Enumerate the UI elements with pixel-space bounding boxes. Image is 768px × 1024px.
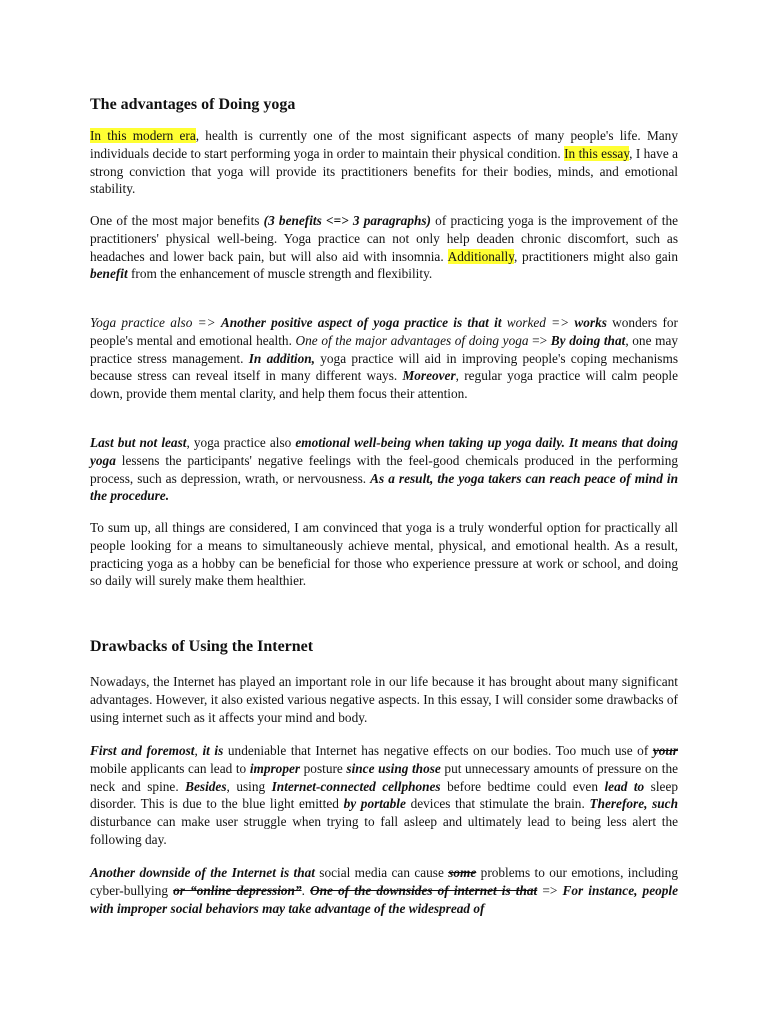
text-run: , regular yoga practice will calm people down, provide them mental clarity, and help them focus their attention. xyxy=(90,368,678,402)
text-run: , yoga practice also xyxy=(186,435,296,450)
struck-text: some xyxy=(448,865,477,880)
paragraph xyxy=(90,864,678,917)
paragraph xyxy=(90,434,678,505)
text-run: Another downside of the Internet is that xyxy=(90,865,315,880)
text-run: lead to xyxy=(604,778,645,794)
struck-text: One of the downsides of internet is that xyxy=(310,882,538,898)
text-run: undeniable that Internet has negative effects on our bodies. Too much use of xyxy=(223,743,653,758)
text-run: => xyxy=(528,332,551,348)
text-run: since using those xyxy=(346,760,441,776)
text-run: One of the major advantages of doing yoga xyxy=(295,332,529,348)
text-run: In addition, xyxy=(248,350,315,366)
text-run: emotional well-being when taking up yoga daily. It means that doing yoga xyxy=(90,435,678,468)
text-run: of practicing yoga is the improvement of the practitioners' physical well-being. Yoga practice can not only help deaden chronic discomfort, such as headaches and lower back pain, but will also aid with insomnia. xyxy=(90,213,678,264)
paragraph xyxy=(90,742,678,849)
text-run: Internet-connected cellphones xyxy=(271,778,441,794)
paragraph xyxy=(90,673,678,726)
text-run: it is xyxy=(202,743,224,758)
text-run: mobile applicants can lead to xyxy=(90,760,250,776)
text-run: sleep disorder. This is due to the blue light emitted xyxy=(90,778,678,812)
text-run: disturbance can make user struggle when trying to fall asleep and ultimately lead to being less alert the following day. xyxy=(90,814,678,847)
text-run: Last but not least xyxy=(90,435,187,450)
text-run: problems to our emotions, including cyber-bullying xyxy=(90,865,678,898)
paragraph xyxy=(90,127,678,198)
text-run: First and foremost xyxy=(90,743,195,758)
text-run: posture xyxy=(300,760,347,776)
text-run: To sum up, all things are considered, I am convinced that yoga is a truly wonderful option for practically all people looking for a means to simultaneously achieve mental, physical, and emotional health. As a result, practicing yoga as a hobby can be beneficial for those who experience pressure at work or school, and doing so daily will surely make them healthier. xyxy=(90,520,678,589)
text-run: benefit xyxy=(90,266,128,282)
struck-text: your xyxy=(652,743,678,758)
text-run: from the enhancement of muscle strength and flexibility. xyxy=(127,266,433,282)
text-run: , health is currently one of the most significant aspects of many people's life. Many individuals decide to start performing yoga in order to maintain their physical condition. xyxy=(90,128,678,161)
text-run: , using xyxy=(226,778,272,794)
text-run: , xyxy=(194,743,203,758)
text-run: , I have a strong conviction that yoga will provide its practitioners benefits for their bodies, minds, and emotional stability. xyxy=(90,145,679,197)
paragraph xyxy=(90,212,678,283)
text-run: , one may practice stress management. xyxy=(90,332,678,366)
text-run: Nowadays, the Internet has played an important role in our life because it has brought about many significant advantages. However, it also existed various negative aspects. In this essay, I will consider some drawbacks of using internet such as it affects your mind and body. xyxy=(90,674,678,725)
text-run: put unnecessary amounts of pressure on the neck and spine. xyxy=(90,760,678,794)
struck-text: or “online depression” xyxy=(173,882,302,898)
paragraph xyxy=(90,519,678,590)
text-run: by portable xyxy=(343,796,406,812)
essay-title-internet: Drawbacks of Using the Internet xyxy=(90,638,314,655)
text-run: For instance, people with improper social behaviors may take advantage of the widespread of xyxy=(90,882,678,916)
text-run: Another positive aspect of yoga practice is that it xyxy=(220,315,502,330)
text-run: wonders for people's mental and emotional health. xyxy=(90,315,678,348)
text-run: , practitioners might also gain xyxy=(514,248,679,264)
text-run: Yoga practice also => xyxy=(90,315,221,330)
paragraph xyxy=(90,314,678,403)
text-run: yoga practice will aid in improving people's coping mechanisms because stress can reveal itself in many different ways. xyxy=(90,350,678,384)
text-run: works xyxy=(574,315,607,330)
text-run: => xyxy=(537,882,563,898)
text-run: lessens the participants' negative feelings with the feel-good chemicals produced in the performing process, such as depression, wrath, or nervousness. xyxy=(90,452,678,486)
text-run: . xyxy=(301,882,311,898)
highlighted-text: In this essay xyxy=(564,145,630,161)
highlighted-text: Additionally xyxy=(447,248,515,264)
text-run: One of the most major benefits xyxy=(90,213,264,228)
text-run: (3 benefits <=> 3 paragraphs) xyxy=(263,213,431,228)
text-run: Besides xyxy=(185,778,227,794)
text-run: As a result, the yoga takers can reach peace of mind in the procedure. xyxy=(90,470,678,504)
essay-title-yoga: The advantages of Doing yoga xyxy=(90,96,296,113)
text-run: social media can cause xyxy=(314,865,449,880)
text-run: before bedtime could even xyxy=(440,778,605,794)
text-run: Moreover xyxy=(402,368,456,384)
text-run: improper xyxy=(249,760,301,776)
text-run: devices that stimulate the brain. xyxy=(405,796,590,812)
highlighted-text: In this modern era xyxy=(90,128,196,143)
text-run: Therefore, such xyxy=(589,796,678,812)
text-run: By doing that xyxy=(550,332,626,348)
text-run: worked => xyxy=(501,315,575,330)
